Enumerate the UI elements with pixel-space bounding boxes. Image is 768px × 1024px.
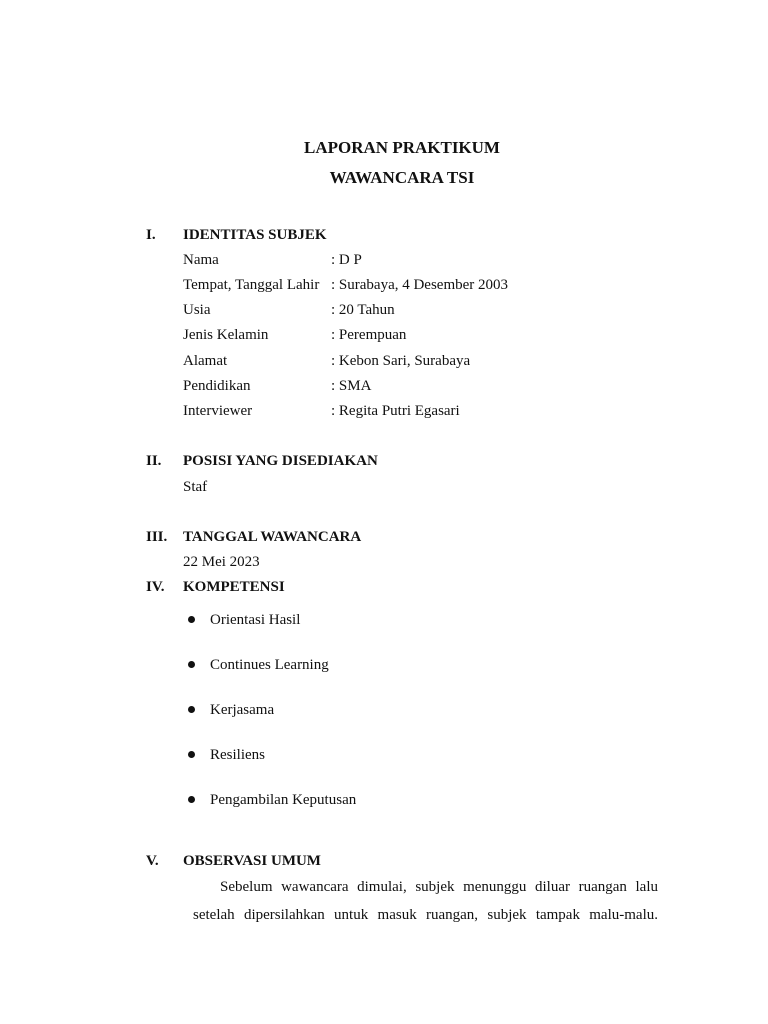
section-title-tanggal: TANGGAL WAWANCARA bbox=[183, 529, 362, 545]
field-label-interviewer: Interviewer bbox=[183, 403, 253, 419]
field-label-nama: Nama bbox=[183, 252, 219, 268]
section-title-identitas: IDENTITAS SUBJEK bbox=[183, 227, 327, 243]
document-subtitle: WAWANCARA TSI bbox=[329, 168, 475, 187]
list-item bbox=[183, 791, 603, 809]
paragraph-line-2: setelah dipersilahkan untuk masuk ruangan, subjek tampak malu-malu. bbox=[193, 907, 658, 923]
field-value-alamat: : Kebon Sari, Surabaya bbox=[331, 353, 471, 369]
field-label-pendidikan: Pendidikan bbox=[183, 378, 251, 394]
field-value-pendidikan: : SMA bbox=[331, 378, 372, 394]
competency-label: Orientasi Hasil bbox=[210, 612, 301, 628]
section-number-1: I. bbox=[146, 227, 156, 243]
bullet-icon bbox=[188, 751, 195, 758]
field-label-jenis-kelamin: Jenis Kelamin bbox=[183, 327, 269, 343]
section-number-4: IV. bbox=[146, 579, 165, 595]
section-title-posisi: POSISI YANG DISEDIAKAN bbox=[183, 453, 378, 469]
field-value-interviewer: : Regita Putri Egasari bbox=[331, 403, 460, 419]
section-title-kompetensi: KOMPETENSI bbox=[183, 579, 285, 595]
bullet-icon bbox=[188, 661, 195, 668]
field-value-nama: : D P bbox=[331, 252, 362, 268]
competency-label: Kerjasama bbox=[210, 702, 275, 718]
paragraph-line-1: Sebelum wawancara dimulai, subjek menunggu diluar ruangan lalu bbox=[220, 879, 658, 895]
section-number-2: II. bbox=[146, 453, 162, 469]
list-item bbox=[183, 656, 603, 674]
field-value-ttl: : Surabaya, 4 Desember 2003 bbox=[331, 277, 509, 293]
list-item bbox=[183, 611, 603, 629]
competency-label: Resiliens bbox=[210, 747, 265, 763]
competency-label: Pengambilan Keputusan bbox=[210, 792, 357, 808]
section-number-3: III. bbox=[146, 529, 168, 545]
section-body-tanggal: 22 Mei 2023 bbox=[183, 554, 260, 570]
field-label-ttl: Tempat, Tanggal Lahir bbox=[183, 277, 320, 293]
field-value-usia: : 20 Tahun bbox=[331, 302, 395, 318]
field-label-alamat: Alamat bbox=[183, 353, 228, 369]
section-number-5: V. bbox=[146, 853, 159, 869]
list-item bbox=[183, 746, 603, 764]
field-value-jenis-kelamin: : Perempuan bbox=[331, 327, 407, 343]
section-body-posisi: Staf bbox=[183, 479, 208, 495]
bullet-icon bbox=[188, 706, 195, 713]
section-title-observasi: OBSERVASI UMUM bbox=[183, 853, 321, 869]
document-title: LAPORAN PRAKTIKUM bbox=[304, 138, 500, 157]
bullet-icon bbox=[188, 616, 195, 623]
list-item bbox=[183, 701, 603, 719]
field-label-usia: Usia bbox=[183, 302, 211, 318]
competency-label: Continues Learning bbox=[210, 657, 329, 673]
bullet-icon bbox=[188, 796, 195, 803]
